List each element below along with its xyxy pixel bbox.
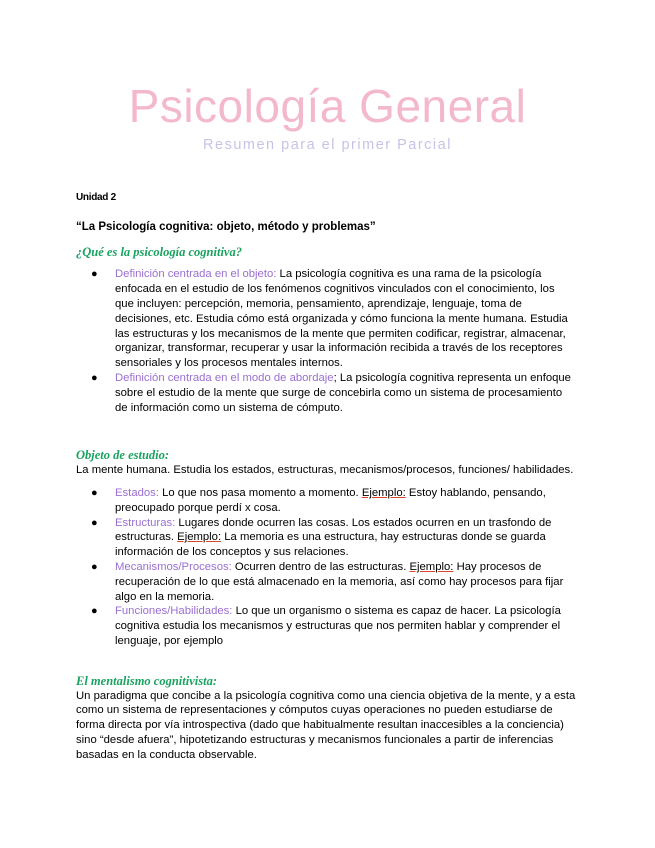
list-item bbox=[76, 516, 576, 560]
mentalismo-heading: El mentalismo cognitivista: bbox=[76, 673, 217, 688]
mentalismo-text: Un paradigma que concibe a la psicología cognitiva como una ciencia objetiva de la mente, y a esta como un sistema de representaciones y cómputos cuyas operaciones no pueden estudiarse de forma directa por vía introspectiva (dado que habitualmente resultan inaccesibles a la conciencia) sino “desde afuera”, hipotetizando estructuras y mecanismos funcionales a partir de inferencias basadas en la conducta observable. bbox=[76, 689, 576, 761]
document-title: Psicología General bbox=[128, 80, 527, 132]
item-label: Estructuras: bbox=[115, 516, 176, 529]
list-item bbox=[76, 267, 576, 371]
item-text: Ocurren dentro de las estructuras. bbox=[231, 560, 410, 573]
document-subtitle: Resumen para el primer Parcial bbox=[203, 137, 452, 153]
definition-list bbox=[76, 267, 576, 415]
question-heading: ¿Qué es la psicología cognitiva? bbox=[76, 244, 242, 259]
bullet-icon: ● bbox=[91, 605, 98, 618]
item-label: Definición centrada en el objeto: bbox=[115, 268, 277, 281]
list-item bbox=[76, 486, 576, 516]
unit-label: Unidad 2 bbox=[76, 192, 116, 203]
item-text: ; La psicología cognitiva representa un enfoque sobre el estudio de la mente que surge de concebirla como un sistema de procesamiento de información como un sistema de cómputo. bbox=[115, 371, 571, 414]
list-item bbox=[76, 604, 576, 648]
item-text: La memoria es una estructura, hay estructuras donde se guarda información de los conceptos y sus relaciones. bbox=[115, 531, 546, 559]
item-text: Lugares donde ocurren las cosas. Los estados ocurren en un trasfondo de estructuras. bbox=[115, 516, 552, 544]
section-title: “La Psicología cognitiva: objeto, método y problemas” bbox=[76, 220, 376, 233]
bullet-icon: ● bbox=[91, 560, 98, 573]
objeto-list bbox=[76, 486, 576, 649]
item-label: Definición centrada en el modo de abordaje bbox=[115, 371, 334, 384]
list-item bbox=[76, 371, 576, 415]
document-body bbox=[76, 191, 576, 763]
example-label: Ejemplo: bbox=[409, 560, 454, 573]
objeto-heading: Objeto de estudio: bbox=[76, 448, 170, 463]
bullet-icon: ● bbox=[91, 268, 98, 281]
item-label: Mecanismos/Procesos: bbox=[115, 560, 232, 573]
example-label: Ejemplo: bbox=[177, 531, 222, 544]
bullet-icon: ● bbox=[91, 371, 98, 384]
item-text: Estoy hablando, pensando, preocupado porque perdí x cosa. bbox=[115, 486, 546, 514]
item-text: La psicología cognitiva es una rama de la psicología enfocada en el estudio de los fenómenos cognitivos vinculados con el conocimiento, los que incluyen: percepción, memoria, pensamiento, aprendizaje, lenguaje, toma de decisiones, etc. Estudia cómo está organizada y cómo funciona la mente humana. Estudia las estructuras y los mecanismos de la mente que permiten codificar, registrar, almacenar, organizar, transformar, recuperar y usar la información recibida a través de los receptores sensoriales y los procesos mentales internos. bbox=[115, 268, 568, 370]
bullet-icon: ● bbox=[91, 486, 98, 499]
example-label: Ejemplo: bbox=[361, 486, 406, 499]
item-label: Funciones/Habilidades: bbox=[115, 605, 233, 618]
item-text: Lo que un organismo o sistema es capaz de hacer. La psicología cognitiva estudia los mecanismos y estructuras que nos permiten hablar y comprender el lenguaje, por ejemplo bbox=[115, 605, 561, 647]
list-item bbox=[76, 560, 576, 604]
item-label: Estados: bbox=[115, 486, 159, 499]
item-text: Hay procesos de recuperación de lo que está almacenado en la memoria, así como hay procesos para fijar algo en la memoria. bbox=[115, 560, 564, 603]
bullet-icon: ● bbox=[91, 516, 98, 529]
item-text: Lo que nos pasa momento a momento. bbox=[158, 486, 362, 499]
objeto-intro: La mente humana. Estudia los estados, estructuras, mecanismos/procesos, funciones/ habilidades. bbox=[76, 464, 574, 477]
